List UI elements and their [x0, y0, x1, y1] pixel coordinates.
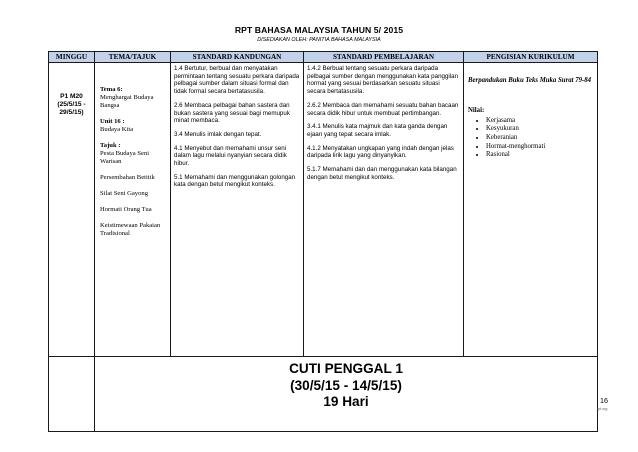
nilai-list: [468, 117, 594, 160]
nilai-item: • Kesyukuran: [486, 125, 594, 134]
standard-kandungan-cell: [171, 63, 304, 357]
sk-item: 3.4 Menulis imlak dengan tepat.: [174, 130, 262, 138]
tajuk-item: Persembahan Betitik: [100, 174, 155, 181]
tajuk-item: Silat Seni Gayong: [100, 190, 148, 197]
cuti-cell: [95, 357, 598, 432]
cuti-title: CUTI PENGGAL 1: [289, 361, 403, 376]
nilai-item: • Hormat-menghormati: [486, 143, 594, 152]
document-title: RPT BAHASA MALAYSIA TAHUN 5/ 2015: [234, 25, 404, 35]
nilai-item: • Kerjasama: [486, 117, 594, 126]
textbook-reference: Berpandukan Buku Teks Muka Surat 79-84: [468, 77, 592, 84]
sp-item: 3.4.1 Menulis kata majmuk dan kata ganda dengan ejaan yang tepat secara imlak.: [307, 123, 448, 138]
unit-label: Unit 16 :: [100, 118, 125, 125]
tema-value: Menghargai Budaya Bangsa: [100, 94, 154, 109]
week-date-end: 29/5/15): [59, 109, 84, 116]
sk-item: 1.4 Bertutur, berbual dan menyatakan permintaan tentang sesuatu perkara daripada pelbagai sumber dalam situasi formal dan tidak formal secara bertatasusila.: [174, 65, 300, 96]
pengisian-cell: [464, 63, 598, 357]
week-label: P1 M20: [60, 93, 83, 100]
sp-item: 1.4.2 Berbual tentang sesuatu perkara daripada pelbagai sumber dengan menggunakan kata panggilan hormat yang sesuai berdasarkan sesuatu situasi secara bertatasusila.: [307, 65, 459, 96]
col-header-minggu: MINGGU: [49, 52, 95, 63]
cuti-row: [49, 357, 598, 432]
table-header-row: [49, 52, 598, 63]
nilai-label: Nilai:: [468, 107, 485, 115]
document-subtitle: DISEDIAKAN OLEH: PANITIA BAHASA MALAYSIA: [257, 37, 381, 43]
standard-pembelajaran-cell: [304, 63, 464, 357]
lesson-plan-table: [48, 51, 598, 432]
tajuk-label: Tajuk :: [100, 142, 121, 149]
cuti-days: 19 Hari: [323, 394, 369, 409]
sp-item: 2.6.2 Membaca dan memahami sesuatu bahan bacaan secara didik hibur untuk membuat pertimbangan.: [307, 101, 459, 117]
col-header-standard-kandungan: STANDARD KANDUNGAN: [171, 52, 304, 63]
sk-item: 5.1 Memahami dan menggunakan golongan kata dengan betul mengikut konteks.: [174, 173, 296, 189]
tajuk-item: Keistimewaan Pakaian Tradisional: [100, 222, 161, 237]
tajuk-item: Pesta Budaya Seni Warisan: [100, 150, 150, 165]
nilai-item: • Rasional: [486, 151, 594, 160]
col-header-pengisian: PENGISIAN KURIKULUM: [464, 52, 598, 63]
week-date-start: (25/5/15 -: [57, 101, 86, 108]
sk-item: 2.6 Membaca pelbagai bahan sastera dan bukan sastera yang sesuai bagi memupuk minat membaca.: [174, 101, 290, 125]
sk-item: 4.1 Menyebut dan memahami unsur seni dalam lagu melalui nyanyian secara didik hibur.: [174, 144, 287, 168]
tema-cell: [95, 63, 171, 357]
nilai-item: • Keberanian: [486, 134, 594, 143]
sp-item: 4.1.2 Menyatakan ungkapan yang indah dengan jelas daripada lirik lagu yang dinyanyikan.: [307, 144, 454, 160]
footer-small-text: rpt.org: [597, 407, 608, 411]
tajuk-item: Hormati Orang Tua: [100, 206, 152, 213]
week-cell: [49, 63, 95, 357]
tema-label: Tema 6:: [100, 86, 123, 93]
col-header-standard-pembelajaran: STANDARD PEMBELAJARAN: [304, 52, 464, 63]
sp-item: 5.1.7 Memahami dan dan menggunakan kata bilangan dengan betul mengikut konteks.: [307, 166, 457, 181]
table-row: [49, 63, 598, 357]
cuti-dates: (30/5/15 - 14/5/15): [290, 377, 402, 393]
col-header-tema: TEMA/TAJUK: [95, 52, 171, 63]
unit-value: Budaya Kita: [100, 126, 134, 133]
page-number: 16: [600, 396, 608, 405]
